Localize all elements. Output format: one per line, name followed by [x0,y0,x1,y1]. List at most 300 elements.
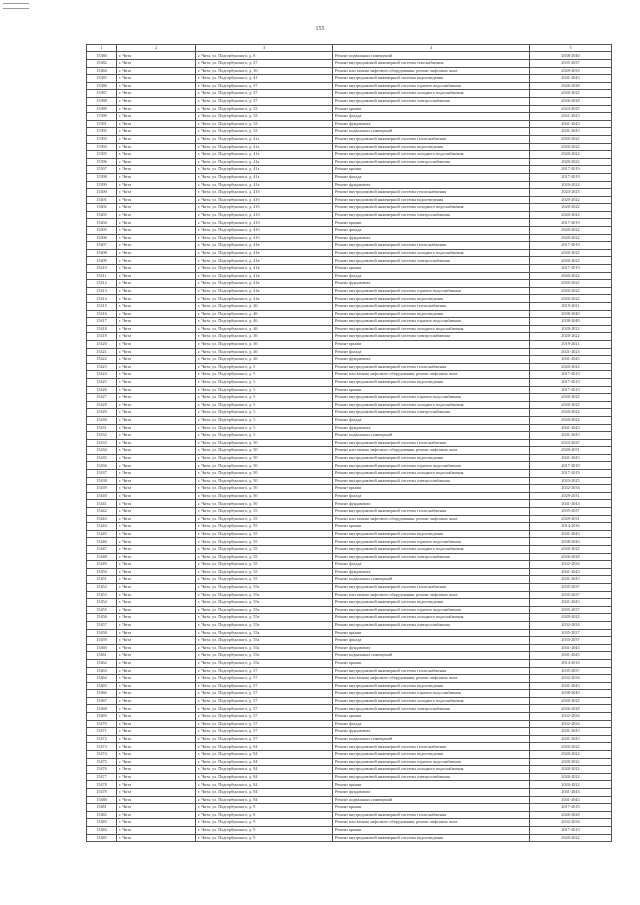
table-row [87,720,612,728]
period-cell: 2020-2022 [530,135,612,143]
municipality-cell: г. Чита [117,257,196,265]
period-cell: 2038-2040 [530,52,612,60]
row-number-cell: 15485 [87,834,117,842]
address-cell: г. Чита, ул. Подгорбунского, д. 41б [196,189,333,197]
period-cell: 2041-2043 [530,75,612,83]
table-row [87,773,612,781]
address-cell: г. Чита, ул. Подгорбунского, д. 57 [196,728,333,736]
municipality-cell: г. Чита [117,599,196,607]
address-cell: г. Чита, ул. Подгорбунского, д. 41б [196,219,333,227]
municipality-cell: г. Чита [117,561,196,569]
row-number-cell: 15392 [87,128,117,136]
page-number: 155 [315,26,325,32]
address-cell: г. Чита, ул. Подгорбунского, д. 41в [196,242,333,250]
address-cell: г. Чита, ул. Подгорбунского, д. 41а [196,158,333,166]
table-row [87,621,612,629]
period-cell: 2019-2021 [530,340,612,348]
work-type-cell: Ремонт внутридомовой инженерной системы холодного водоснабжения [333,325,530,333]
table-row [87,561,612,569]
table-row [87,508,612,516]
period-cell: 2041-2043 [530,128,612,136]
work-type-cell: Ремонт подвальных помещений [333,52,530,60]
address-cell: г. Чита, ул. Подгорбунского, д. 46 [196,348,333,356]
municipality-cell: г. Чита [117,728,196,736]
municipality-cell: г. Чита [117,128,196,136]
table-row [87,470,612,478]
table-row [87,500,612,508]
table-row [87,811,612,819]
municipality-cell: г. Чита [117,621,196,629]
municipality-cell: г. Чита [117,432,196,440]
table-row [87,637,612,645]
work-type-cell: Ремонт внутридомовой инженерной системы горячего водоснабжения [333,394,530,402]
row-number-cell: 15401 [87,196,117,204]
address-cell: г. Чита, ул. Подгорбунского, д. 41в [196,265,333,273]
municipality-cell: г. Чита [117,804,196,812]
period-cell: 2023-2025 [530,105,612,113]
table-row [87,325,612,333]
municipality-cell: г. Чита [117,720,196,728]
municipality-cell: г. Чита [117,173,196,181]
address-cell: г. Чита, ул. Подгорбунского, д. 55а [196,591,333,599]
work-type-cell: Ремонт внутридомовой инженерной системы горячего водоснабжения [333,606,530,614]
row-number-cell: 15452 [87,583,117,591]
municipality-cell: г. Чита [117,553,196,561]
row-number-cell: 15406 [87,234,117,242]
row-number-cell: 15398 [87,173,117,181]
row-number-cell: 15474 [87,751,117,759]
period-cell: 2035-2037 [530,637,612,645]
municipality-cell: г. Чита [117,424,196,432]
work-type-cell: Ремонт внутридомовой инженерной системы электроснабжения [333,477,530,485]
address-cell: г. Чита, ул. Подгорбунского, д. 41в [196,249,333,257]
municipality-cell: г. Чита [117,310,196,318]
work-type-cell: Ремонт внутридомовой инженерной системы водоотведения [333,378,530,386]
table-row [87,583,612,591]
table-row [87,432,612,440]
row-number-cell: 15484 [87,826,117,834]
municipality-cell: г. Чита [117,583,196,591]
row-number-cell: 15404 [87,219,117,227]
row-number-cell: 15465 [87,682,117,690]
work-type-cell: Ремонт внутридомовой инженерной системы теплоснабжения [333,583,530,591]
table-row [87,333,612,341]
address-cell: г. Чита, ул. Подгорбунского, д. 5 [196,432,333,440]
period-cell: 2029-2031 [530,492,612,500]
period-cell: 2020-2022 [530,758,612,766]
table-row [87,591,612,599]
address-cell: г. Чита, ул. Подгорбунского, д. 57 [196,682,333,690]
table-row [87,713,612,721]
address-cell: г. Чита, ул. Подгорбунского, д. 9 [196,804,333,812]
work-type-cell: Ремонт внутридомовой инженерной системы водоотведения [333,530,530,538]
work-type-cell: Ремонт внутридомовой инженерной системы водоотведения [333,682,530,690]
row-number-cell: 15473 [87,743,117,751]
row-number-cell: 15478 [87,781,117,789]
period-cell: 2017-2019 [530,378,612,386]
address-cell: г. Чита, ул. Подгорбунского, д. 5 [196,394,333,402]
table-row [87,151,612,159]
work-type-cell: Ремонт внутридомовой инженерной системы теплоснабжения [333,508,530,516]
municipality-cell: г. Чита [117,242,196,250]
period-cell: 2038-2040 [530,318,612,326]
table-row [87,318,612,326]
row-number-cell: 15402 [87,204,117,212]
address-cell: г. Чита, ул. Подгорбунского, д. 37 [196,90,333,98]
work-type-cell: Ремонт крыши [333,629,530,637]
table-row [87,105,612,113]
municipality-cell: г. Чита [117,113,196,121]
work-type-cell: Ремонт фундамента [333,234,530,242]
address-cell: г. Чита, ул. Подгорбунского, д. 5 [196,401,333,409]
period-cell: 2020-2022 [530,181,612,189]
period-cell: 2017-2019 [530,462,612,470]
work-type-cell: Ремонт фундамента [333,181,530,189]
address-cell: г. Чита, ул. Подгорбунского, д. 55 [196,553,333,561]
address-cell: г. Чита, ул. Подгорбунского, д. 41в [196,257,333,265]
table-row [87,652,612,660]
work-type-cell: Ремонт или замена лифтового оборудования, ремонт лифтовых шахт [333,371,530,379]
row-number-cell: 15436 [87,462,117,470]
row-number-cell: 15454 [87,599,117,607]
address-cell: г. Чита, ул. Подгорбунского, д. 84 [196,773,333,781]
period-cell: 2020-2022 [530,697,612,705]
table-row [87,82,612,90]
work-type-cell: Ремонт внутридомовой инженерной системы холодного водоснабжения [333,470,530,478]
row-number-cell: 15444 [87,523,117,531]
table-row [87,599,612,607]
address-cell: г. Чита, ул. Подгорбунского, д. 46 [196,318,333,326]
period-cell: 2020-2022 [530,204,612,212]
table-row [87,60,612,68]
address-cell: г. Чита, ул. Подгорбунского, д. 41 [196,75,333,83]
row-number-cell: 15388 [87,97,117,105]
address-cell: г. Чита, ул. Подгорбунского, д. 9 [196,834,333,842]
municipality-cell: г. Чита [117,789,196,797]
address-cell: г. Чита, ул. Подгорбунского, д. 46 [196,356,333,364]
table-row [87,735,612,743]
row-number-cell: 15390 [87,113,117,121]
repair-schedule-table [86,44,612,842]
address-cell: г. Чита, ул. Подгорбунского, д. 41а [196,135,333,143]
period-cell: 2020-2022 [530,614,612,622]
work-type-cell: Ремонт внутридомовой инженерной системы электроснабжения [333,211,530,219]
municipality-cell: г. Чита [117,591,196,599]
row-number-cell: 15421 [87,348,117,356]
address-cell: г. Чита, ул. Подгорбунского, д. 84 [196,796,333,804]
address-cell: г. Чита, ул. Подгорбунского, д. 84 [196,743,333,751]
work-type-cell: Ремонт фасада [333,492,530,500]
period-cell: 2020-2022 [530,325,612,333]
work-type-cell: Ремонт внутридомовой инженерной системы водоотведения [333,834,530,842]
municipality-cell: г. Чита [117,515,196,523]
row-number-cell: 15419 [87,333,117,341]
address-cell: г. Чита, ул. Подгорбунского, д. 41а [196,151,333,159]
work-type-cell: Ремонт крыши [333,386,530,394]
work-type-cell: Ремонт внутридомовой инженерной системы водоотведения [333,196,530,204]
table-row [87,477,612,485]
address-cell: г. Чита, ул. Подгорбунского, д. 55а [196,614,333,622]
table-row [87,758,612,766]
row-number-cell: 15475 [87,758,117,766]
table-row [87,690,612,698]
municipality-cell: г. Чита [117,667,196,675]
period-cell: 2014-2016 [530,523,612,531]
row-number-cell: 15418 [87,325,117,333]
row-number-cell: 15451 [87,576,117,584]
municipality-cell: г. Чита [117,470,196,478]
municipality-cell: г. Чита [117,735,196,743]
work-type-cell: Ремонт крыши [333,219,530,227]
column-header: 5 [530,45,612,52]
address-cell: г. Чита, ул. Подгорбунского, д. 55 [196,561,333,569]
municipality-cell: г. Чита [117,416,196,424]
row-number-cell: 15403 [87,211,117,219]
row-number-cell: 15466 [87,690,117,698]
address-cell: г. Чита, ул. Подгорбунского, д. 57 [196,697,333,705]
table-row [87,606,612,614]
row-number-cell: 15408 [87,249,117,257]
address-cell: г. Чита, ул. Подгорбунского, д. 84 [196,789,333,797]
municipality-cell: г. Чита [117,530,196,538]
period-cell: 2017-2019 [530,826,612,834]
municipality-cell: г. Чита [117,568,196,576]
table-row [87,515,612,523]
period-cell: 2023-2025 [530,477,612,485]
address-cell: г. Чита, ул. Подгорбунского, д. 37 [196,60,333,68]
period-cell: 2020-2022 [530,781,612,789]
work-type-cell: Ремонт крыши [333,340,530,348]
row-number-cell: 15448 [87,553,117,561]
municipality-cell: г. Чита [117,644,196,652]
row-number-cell: 15459 [87,637,117,645]
row-number-cell: 15441 [87,500,117,508]
period-cell: 2041-2043 [530,576,612,584]
work-type-cell: Ремонт фундамента [333,280,530,288]
municipality-cell: г. Чита [117,52,196,60]
period-cell: 2041-2043 [530,652,612,660]
address-cell: г. Чита, ул. Подгорбунского, д. 46 [196,310,333,318]
row-number-cell: 15468 [87,705,117,713]
municipality-cell: г. Чита [117,826,196,834]
table-row [87,834,612,842]
municipality-cell: г. Чита [117,287,196,295]
address-cell: г. Чита, ул. Подгорбунского, д. 41б [196,227,333,235]
row-number-cell: 15471 [87,728,117,736]
table-row [87,409,612,417]
row-number-cell: 15423 [87,363,117,371]
row-number-cell: 15412 [87,280,117,288]
row-number-cell: 15409 [87,257,117,265]
table-row [87,424,612,432]
period-cell: 2041-2043 [530,454,612,462]
table-row [87,75,612,83]
period-cell: 2017-2019 [530,242,612,250]
period-cell: 2020-2022 [530,401,612,409]
period-cell: 2020-2022 [530,280,612,288]
row-number-cell: 15389 [87,105,117,113]
row-number-cell: 15393 [87,135,117,143]
work-type-cell: Ремонт внутридомовой инженерной системы электроснабжения [333,97,530,105]
work-type-cell: Ремонт фундамента [333,500,530,508]
work-type-cell: Ремонт фундамента [333,424,530,432]
work-type-cell: Ремонт фасада [333,561,530,569]
table-row [87,113,612,121]
municipality-cell: г. Чита [117,758,196,766]
row-number-cell: 15470 [87,720,117,728]
work-type-cell: Ремонт внутридомовой инженерной системы водоотведения [333,599,530,607]
address-cell: г. Чита, ул. Подгорбунского, д. 50 [196,477,333,485]
row-number-cell: 15438 [87,477,117,485]
row-number-cell: 15410 [87,265,117,273]
work-type-cell: Ремонт крыши [333,713,530,721]
address-cell: г. Чита, ул. Подгорбунского, д. 50 [196,492,333,500]
period-cell: 2041-2043 [530,735,612,743]
work-type-cell: Ремонт внутридомовой инженерной системы холодного водоснабжения [333,204,530,212]
table-row [87,675,612,683]
address-cell: г. Чита, ул. Подгорбунского, д. 33 [196,113,333,121]
work-type-cell: Ремонт или замена лифтового оборудования, ремонт лифтовых шахт [333,819,530,827]
work-type-cell: Ремонт внутридомовой инженерной системы электроснабжения [333,705,530,713]
table-row [87,485,612,493]
address-cell: г. Чита, ул. Подгорбунского, д. 37 [196,97,333,105]
address-cell: г. Чита, ул. Подгорбунского, д. 50 [196,454,333,462]
period-cell: 2026-2028 [530,553,612,561]
work-type-cell: Ремонт внутридомовой инженерной системы электроснабжения [333,553,530,561]
table-row [87,173,612,181]
period-cell: 2041-2043 [530,424,612,432]
period-cell: 2035-2037 [530,606,612,614]
table-row [87,211,612,219]
period-cell: 2041-2043 [530,796,612,804]
table-row [87,280,612,288]
column-header: 1 [87,45,117,52]
row-number-cell: 15411 [87,272,117,280]
address-cell: г. Чита, ул. Подгорбунского, д. 10 [196,67,333,75]
work-type-cell: Ремонт фасада [333,173,530,181]
municipality-cell: г. Чита [117,629,196,637]
period-cell: 2035-2037 [530,508,612,516]
scan-corner-mark [3,3,29,9]
work-type-cell: Ремонт внутридомовой инженерной системы электроснабжения [333,333,530,341]
row-number-cell: 15455 [87,606,117,614]
row-number-cell: 15430 [87,416,117,424]
row-number-cell: 15431 [87,424,117,432]
municipality-cell: г. Чита [117,82,196,90]
municipality-cell: г. Чита [117,249,196,257]
row-number-cell: 15432 [87,432,117,440]
work-type-cell: Ремонт внутридомовой инженерной системы холодного водоснабжения [333,697,530,705]
table-row [87,257,612,265]
work-type-cell: Ремонт крыши [333,166,530,174]
work-type-cell: Ремонт или замена лифтового оборудования, ремонт лифтовых шахт [333,447,530,455]
municipality-cell: г. Чита [117,295,196,303]
period-cell: 2017-2019 [530,166,612,174]
municipality-cell: г. Чита [117,394,196,402]
municipality-cell: г. Чита [117,682,196,690]
row-number-cell: 15481 [87,804,117,812]
period-cell: 2020-2022 [530,295,612,303]
municipality-cell: г. Чита [117,120,196,128]
work-type-cell: Ремонт внутридомовой инженерной системы холодного водоснабжения [333,401,530,409]
address-cell: г. Чита, ул. Подгорбунского, д. 50 [196,500,333,508]
row-number-cell: 15426 [87,386,117,394]
row-number-cell: 15415 [87,303,117,311]
row-number-cell: 15434 [87,447,117,455]
table-row [87,234,612,242]
row-number-cell: 15463 [87,667,117,675]
municipality-cell: г. Чита [117,751,196,759]
table-row [87,530,612,538]
municipality-cell: г. Чита [117,690,196,698]
work-type-cell: Ремонт фундамента [333,644,530,652]
work-type-cell: Ремонт крыши [333,105,530,113]
row-number-cell: 15424 [87,371,117,379]
table-row [87,629,612,637]
municipality-cell: г. Чита [117,819,196,827]
work-type-cell: Ремонт внутридомовой инженерной системы теплоснабжения [333,135,530,143]
row-number-cell: 15437 [87,470,117,478]
period-cell: 2020-2022 [530,333,612,341]
municipality-cell: г. Чита [117,75,196,83]
work-type-cell: Ремонт внутридомовой инженерной системы холодного водоснабжения [333,151,530,159]
work-type-cell: Ремонт внутридомовой инженерной системы горячего водоснабжения [333,462,530,470]
address-cell: г. Чита, ул. Подгорбунского, д. 50 [196,470,333,478]
period-cell: 2035-2037 [530,591,612,599]
table-row [87,249,612,257]
table-row [87,242,612,250]
municipality-cell: г. Чита [117,697,196,705]
table-row [87,120,612,128]
address-cell: г. Чита, ул. Подгорбунского, д. 57 [196,720,333,728]
period-cell: 2035-2037 [530,583,612,591]
municipality-cell: г. Чита [117,508,196,516]
period-cell: 2032-2034 [530,713,612,721]
period-cell: 2020-2022 [530,234,612,242]
table-row [87,227,612,235]
period-cell: 2020-2022 [530,90,612,98]
table-row [87,52,612,60]
address-cell: г. Чита, ул. Подгорбунского, д. 41в [196,287,333,295]
table-row [87,439,612,447]
table-row [87,356,612,364]
period-cell: 2026-2028 [530,705,612,713]
work-type-cell: Ремонт подвальных помещений [333,652,530,660]
municipality-cell: г. Чита [117,766,196,774]
address-cell: г. Чита, ул. Подгорбунского, д. 33 [196,105,333,113]
row-number-cell: 15453 [87,591,117,599]
row-number-cell: 15442 [87,508,117,516]
period-cell: 2020-2022 [530,766,612,774]
address-cell: г. Чита, ул. Подгорбунского, д. 9 [196,826,333,834]
address-cell: г. Чита, ул. Подгорбунского, д. 50 [196,439,333,447]
municipality-cell: г. Чита [117,67,196,75]
table-row [87,796,612,804]
address-cell: г. Чита, ул. Подгорбунского, д. 55а [196,659,333,667]
work-type-cell: Ремонт внутридомовой инженерной системы водоотведения [333,751,530,759]
municipality-cell: г. Чита [117,652,196,660]
address-cell: г. Чита, ул. Подгорбунского, д. 33 [196,120,333,128]
municipality-cell: г. Чита [117,523,196,531]
row-number-cell: 15484 [87,67,117,75]
address-cell: г. Чита, ул. Подгорбунского, д. 41б [196,211,333,219]
address-cell: г. Чита, ул. Подгорбунского, д. 57 [196,705,333,713]
address-cell: г. Чита, ул. Подгорбунского, д. 55 [196,523,333,531]
work-type-cell: Ремонт внутридомовой инженерной системы водоотведения [333,310,530,318]
municipality-cell: г. Чита [117,546,196,554]
table-row [87,196,612,204]
table-row [87,378,612,386]
